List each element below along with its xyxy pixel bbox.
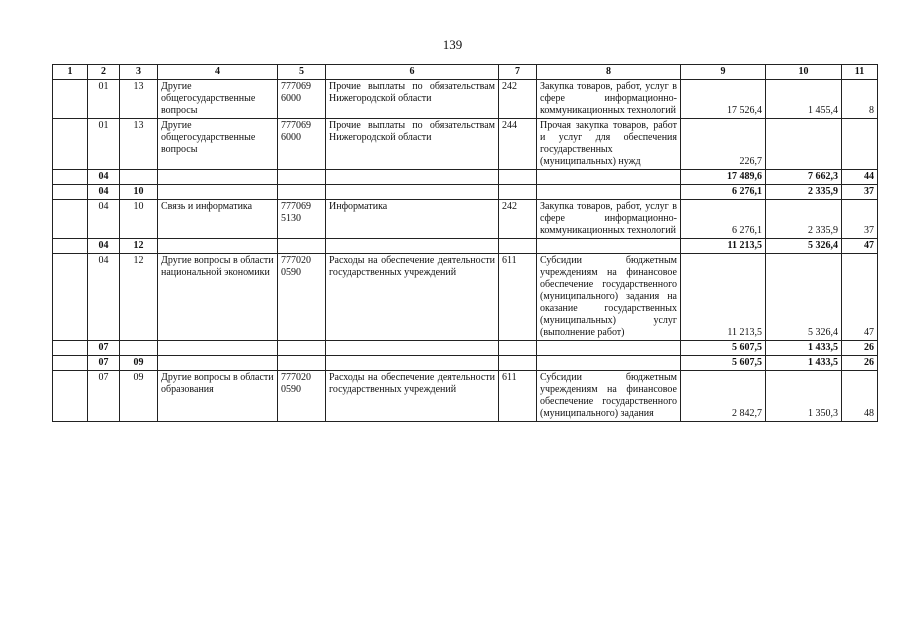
executed-amount	[766, 119, 842, 170]
expense-type-name	[537, 341, 681, 356]
subsection-name	[158, 341, 278, 356]
planned-amount: 226,7	[681, 119, 766, 170]
execution-percent: 47	[842, 239, 878, 254]
execution-percent: 48	[842, 371, 878, 422]
expense-type-code	[499, 356, 537, 371]
subsection-name	[158, 356, 278, 371]
section-code: 04	[88, 239, 120, 254]
target-article-code: 777069 6000	[278, 80, 326, 119]
expense-name	[326, 170, 499, 185]
executed-amount: 1 455,4	[766, 80, 842, 119]
expense-name: Расходы на обеспечение деятельности государственных учреждений	[326, 371, 499, 422]
subsection-code	[120, 170, 158, 185]
expense-type-code	[499, 341, 537, 356]
subsection-code	[120, 341, 158, 356]
section-code: 07	[88, 371, 120, 422]
execution-percent: 37	[842, 185, 878, 200]
empty-cell	[53, 356, 88, 371]
subtotal-row	[53, 341, 878, 356]
section-code: 04	[88, 185, 120, 200]
subtotal-row	[53, 356, 878, 371]
empty-cell	[53, 341, 88, 356]
expense-name: Прочие выплаты по обязательствам Нижегородской области	[326, 80, 499, 119]
empty-cell	[53, 254, 88, 341]
expense-type-code: 242	[499, 200, 537, 239]
header-cell: 10	[766, 65, 842, 80]
planned-amount: 11 213,5	[681, 254, 766, 341]
empty-cell	[53, 80, 88, 119]
expense-type-name: Прочая закупка товаров, работ и услуг для обеспечения государственных (муниципальных) нужд	[537, 119, 681, 170]
header-cell: 6	[326, 65, 499, 80]
subsection-code: 13	[120, 80, 158, 119]
empty-cell	[53, 200, 88, 239]
target-article-code	[278, 239, 326, 254]
expense-name	[326, 356, 499, 371]
expense-name: Прочие выплаты по обязательствам Нижегородской области	[326, 119, 499, 170]
table-row	[53, 254, 878, 341]
executed-amount: 1 350,3	[766, 371, 842, 422]
executed-amount: 1 433,5	[766, 341, 842, 356]
executed-amount: 5 326,4	[766, 254, 842, 341]
expense-type-name: Закупка товаров, работ, услуг в сфере информационно-коммуникационных технологий	[537, 200, 681, 239]
expense-type-name: Закупка товаров, работ, услуг в сфере информационно-коммуникационных технологий	[537, 80, 681, 119]
expense-type-code	[499, 185, 537, 200]
subsection-code: 10	[120, 200, 158, 239]
executed-amount: 2 335,9	[766, 185, 842, 200]
subsection-code: 13	[120, 119, 158, 170]
executed-amount: 2 335,9	[766, 200, 842, 239]
empty-cell	[53, 371, 88, 422]
budget-table	[52, 64, 878, 422]
subsection-code: 09	[120, 371, 158, 422]
expense-name: Информатика	[326, 200, 499, 239]
expense-type-name: Субсидии бюджетным учреждениям на финансовое обеспечение государственного (муниципального) задания	[537, 371, 681, 422]
section-code: 01	[88, 80, 120, 119]
expense-type-code	[499, 170, 537, 185]
planned-amount: 5 607,5	[681, 341, 766, 356]
planned-amount: 2 842,7	[681, 371, 766, 422]
section-code: 04	[88, 200, 120, 239]
expense-type-code: 242	[499, 80, 537, 119]
expense-type-name	[537, 185, 681, 200]
expense-type-name	[537, 356, 681, 371]
subsection-code: 12	[120, 254, 158, 341]
subsection-name: Другие вопросы в области образования	[158, 371, 278, 422]
subsection-name	[158, 170, 278, 185]
table-row	[53, 371, 878, 422]
header-cell: 7	[499, 65, 537, 80]
expense-type-name	[537, 239, 681, 254]
header-row	[53, 65, 878, 80]
planned-amount: 17 526,4	[681, 80, 766, 119]
target-article-code: 777020 0590	[278, 254, 326, 341]
planned-amount: 5 607,5	[681, 356, 766, 371]
expense-name	[326, 185, 499, 200]
header-cell: 11	[842, 65, 878, 80]
target-article-code: 777069 6000	[278, 119, 326, 170]
planned-amount: 17 489,6	[681, 170, 766, 185]
header-cell: 3	[120, 65, 158, 80]
execution-percent	[842, 119, 878, 170]
subtotal-row	[53, 239, 878, 254]
subtotal-row	[53, 185, 878, 200]
subsection-code: 09	[120, 356, 158, 371]
planned-amount: 11 213,5	[681, 239, 766, 254]
empty-cell	[53, 119, 88, 170]
expense-type-code: 611	[499, 371, 537, 422]
empty-cell	[53, 185, 88, 200]
header-cell: 8	[537, 65, 681, 80]
section-code: 04	[88, 254, 120, 341]
expense-name	[326, 239, 499, 254]
subsection-code: 12	[120, 239, 158, 254]
section-code: 01	[88, 119, 120, 170]
target-article-code: 777069 5130	[278, 200, 326, 239]
expense-type-code: 611	[499, 254, 537, 341]
expense-type-name: Субсидии бюджетным учреждениям на финансовое обеспечение государственного (муниципального) задания на оказание государственных (муниципальных) услуг (выполнение работ)	[537, 254, 681, 341]
expense-type-name	[537, 170, 681, 185]
subsection-name: Другие общегосударственные вопросы	[158, 119, 278, 170]
execution-percent: 37	[842, 200, 878, 239]
execution-percent: 44	[842, 170, 878, 185]
planned-amount: 6 276,1	[681, 185, 766, 200]
subsection-name: Связь и информатика	[158, 200, 278, 239]
expense-type-code	[499, 239, 537, 254]
expense-type-code: 244	[499, 119, 537, 170]
empty-cell	[53, 239, 88, 254]
header-cell: 2	[88, 65, 120, 80]
executed-amount: 1 433,5	[766, 356, 842, 371]
execution-percent: 8	[842, 80, 878, 119]
page-number: 139	[442, 37, 463, 52]
subsection-name	[158, 239, 278, 254]
header-cell: 5	[278, 65, 326, 80]
subsection-name: Другие общегосударственные вопросы	[158, 80, 278, 119]
execution-percent: 26	[842, 356, 878, 371]
table-row	[53, 80, 878, 119]
expense-name	[326, 341, 499, 356]
subsection-name: Другие вопросы в области национальной экономики	[158, 254, 278, 341]
header-cell: 4	[158, 65, 278, 80]
table-row	[53, 119, 878, 170]
table-row	[53, 200, 878, 239]
subsection-name	[158, 185, 278, 200]
section-code: 07	[88, 356, 120, 371]
header-cell: 1	[53, 65, 88, 80]
target-article-code: 777020 0590	[278, 371, 326, 422]
subtotal-row	[53, 170, 878, 185]
header-cell: 9	[681, 65, 766, 80]
execution-percent: 26	[842, 341, 878, 356]
target-article-code	[278, 170, 326, 185]
section-code: 04	[88, 170, 120, 185]
empty-cell	[53, 170, 88, 185]
executed-amount: 7 662,3	[766, 170, 842, 185]
expense-name: Расходы на обеспечение деятельности государственных учреждений	[326, 254, 499, 341]
executed-amount: 5 326,4	[766, 239, 842, 254]
target-article-code	[278, 341, 326, 356]
target-article-code	[278, 356, 326, 371]
execution-percent: 47	[842, 254, 878, 341]
section-code: 07	[88, 341, 120, 356]
planned-amount: 6 276,1	[681, 200, 766, 239]
target-article-code	[278, 185, 326, 200]
subsection-code: 10	[120, 185, 158, 200]
